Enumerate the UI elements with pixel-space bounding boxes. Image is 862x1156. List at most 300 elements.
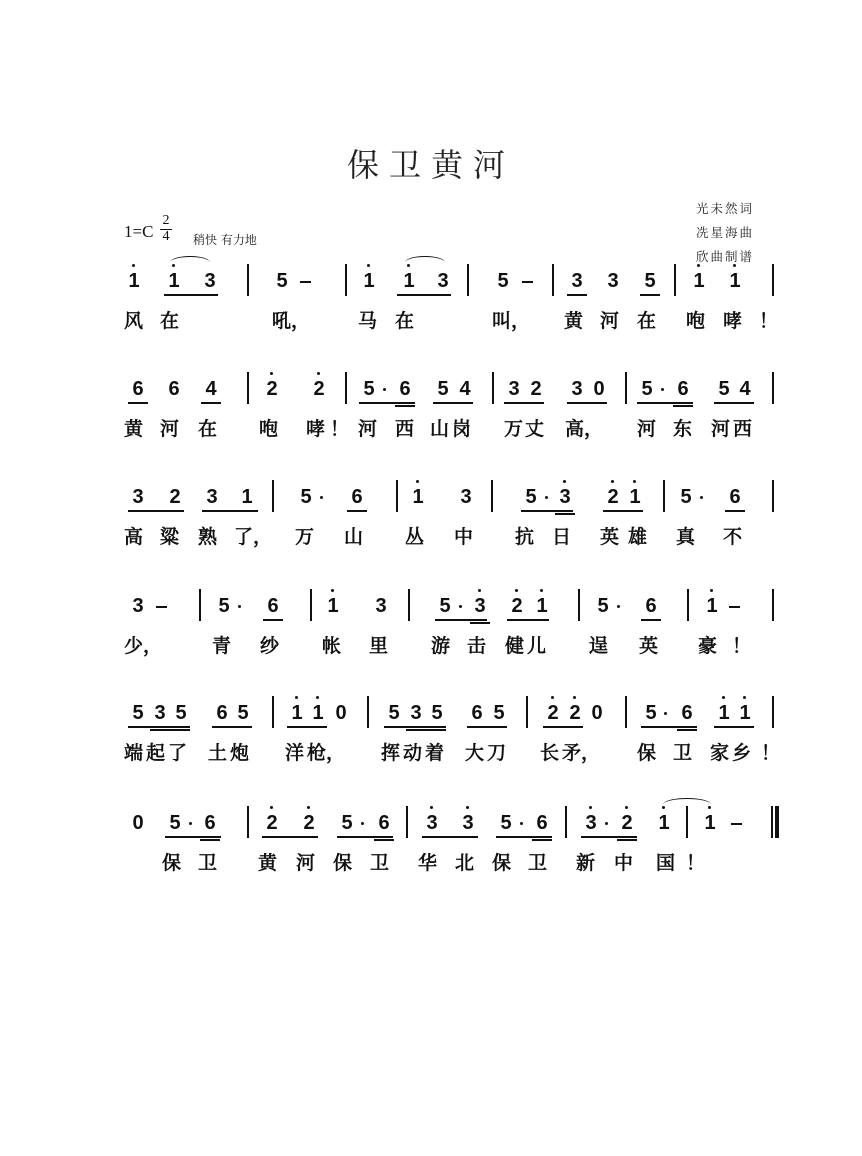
note: 6 (729, 486, 741, 508)
lyric-char: 不 (723, 526, 743, 548)
high-octave-dot (611, 480, 614, 483)
lyric-char: 在 (637, 310, 657, 332)
augmentation-dot (520, 822, 523, 825)
lyric-char: 保 (333, 852, 353, 874)
lyric-char: 枪， (307, 742, 346, 764)
lyric-char: 保 (492, 852, 512, 874)
high-octave-dot (710, 589, 713, 592)
lyric-char: 哮 (306, 418, 326, 440)
note: 5 (132, 702, 144, 724)
lyric-char: 卫 (198, 852, 218, 874)
note: 3 (607, 270, 619, 292)
lyric-char: 西 (733, 418, 753, 440)
note: 0 (593, 378, 605, 400)
lyric-char: 卫 (528, 852, 548, 874)
note: 3 (206, 486, 218, 508)
barline (625, 372, 627, 404)
extension-dash (300, 281, 311, 283)
note: 5 (680, 486, 692, 508)
lyric-char: 咆 (686, 310, 706, 332)
underline-beam (725, 510, 745, 512)
note: 3 (460, 486, 472, 508)
note: 2 (546, 702, 560, 724)
lyric-char: 真 (676, 526, 696, 548)
lyric-char: 中 (454, 526, 474, 548)
lyric-char: 抗 (515, 526, 535, 548)
high-octave-dot (625, 806, 628, 809)
note: 6 (216, 702, 228, 724)
lyric-char: ！ (761, 742, 781, 764)
lyric-char: 高， (565, 418, 604, 440)
barline (272, 480, 274, 512)
note: 5 (718, 378, 730, 400)
high-octave-dot (733, 264, 736, 267)
note: 4 (205, 378, 217, 400)
high-octave-dot (589, 806, 592, 809)
lyric-char: 儿 (527, 635, 547, 657)
lyric-char: 岗 (452, 418, 472, 440)
composer-credit: 冼星海曲 (696, 225, 755, 240)
lyric-char: 丛 (405, 526, 425, 548)
underline-beam (673, 405, 693, 407)
note: 6 (168, 378, 180, 400)
note: 5 (175, 702, 187, 724)
underline-beam (507, 619, 549, 621)
lyric-char: 日 (552, 526, 572, 548)
note: 1 (535, 595, 549, 617)
note: 6 (681, 702, 693, 724)
barline (310, 589, 312, 621)
lyric-char: 黄 (124, 418, 144, 440)
barline (396, 480, 398, 512)
underline-beam (200, 839, 220, 841)
lyric-char: 咆 (259, 418, 279, 440)
lyric-char: 土 (208, 742, 228, 764)
note: 1 (167, 270, 181, 292)
extension-dash (731, 823, 742, 825)
augmentation-dot (617, 605, 620, 608)
underline-beam (617, 839, 637, 841)
underline-beam (677, 729, 697, 731)
underline-beam (641, 619, 661, 621)
lyric-char: 逞 (589, 635, 609, 657)
lyric-char: 风 (124, 310, 144, 332)
underline-beam (384, 726, 446, 728)
lyric-char: 英 (639, 635, 659, 657)
lyric-char: 黄 (258, 852, 278, 874)
barline (578, 589, 580, 621)
slur-arc (170, 256, 210, 269)
lyric-char: 马 (358, 310, 378, 332)
lyric-char: 着 (425, 742, 445, 764)
augmentation-dot (189, 822, 192, 825)
lyric-char: 动 (403, 742, 423, 764)
note: 6 (677, 378, 689, 400)
lyric-char: 哮 (723, 310, 743, 332)
underline-beam (467, 726, 507, 728)
note: 5 (641, 378, 653, 400)
barline (552, 264, 554, 296)
lyric-char: 家 (710, 742, 730, 764)
barline (247, 372, 249, 404)
underline-beam (433, 402, 473, 404)
note: 2 (568, 702, 582, 724)
lyric-char: 刀 (487, 742, 507, 764)
note: 2 (265, 812, 279, 834)
augmentation-dot (605, 822, 608, 825)
underline-beam (128, 402, 148, 404)
extension-dash (156, 606, 167, 608)
underline-beam (150, 729, 190, 731)
lyric-char: 英 (600, 526, 620, 548)
underline-beam (714, 402, 754, 404)
lyric-char: 河 (600, 310, 620, 332)
high-octave-dot (551, 696, 554, 699)
high-octave-dot (316, 696, 319, 699)
note: 0 (335, 702, 347, 724)
barline (247, 264, 249, 296)
lyric-char: 起 (146, 742, 166, 764)
note: 2 (265, 378, 279, 400)
note: 6 (204, 812, 216, 834)
note: 5 (497, 270, 509, 292)
barline (565, 806, 567, 838)
note: 6 (267, 595, 279, 617)
barline (199, 589, 201, 621)
high-octave-dot (633, 480, 636, 483)
underline-beam (422, 836, 478, 838)
note: 5 (276, 270, 288, 292)
high-octave-dot (466, 806, 469, 809)
lyric-char: 万 (504, 418, 524, 440)
lyric-char: ！ (759, 310, 779, 332)
lyric-char: 河 (358, 418, 378, 440)
note: 0 (132, 812, 144, 834)
lyric-char: 河 (296, 852, 316, 874)
note: 4 (739, 378, 751, 400)
barline (345, 372, 347, 404)
underline-beam (641, 726, 697, 728)
barline (663, 480, 665, 512)
lyric-char: 在 (395, 310, 415, 332)
slur-arc (663, 798, 711, 811)
underline-beam (496, 836, 552, 838)
note: 3 (425, 812, 439, 834)
underline-beam (128, 726, 190, 728)
high-octave-dot (270, 806, 273, 809)
lyric-char: 豪 (698, 635, 718, 657)
lyric-char: 山 (344, 526, 364, 548)
high-octave-dot (430, 806, 433, 809)
high-octave-dot (478, 589, 481, 592)
note: 3 (410, 702, 422, 724)
staff-row (0, 812, 862, 892)
high-octave-dot (295, 696, 298, 699)
note: 5 (644, 270, 656, 292)
lyric-char: 国 (656, 852, 676, 874)
high-octave-dot (270, 372, 273, 375)
transcriber-credit: 欣曲制谱 (696, 249, 755, 264)
barline (367, 696, 369, 728)
note: 6 (378, 812, 390, 834)
staff-row (0, 270, 862, 350)
note: 1 (241, 486, 253, 508)
underline-beam (714, 726, 754, 728)
note: 1 (402, 270, 416, 292)
extension-dash (522, 281, 533, 283)
lyric-char: 中 (614, 852, 634, 874)
barline (772, 480, 774, 512)
note: 5 (431, 702, 443, 724)
lyric-char: 游 (431, 635, 451, 657)
underline-beam (359, 402, 415, 404)
underline-beam (164, 294, 218, 296)
underline-beam (567, 402, 607, 404)
high-octave-dot (515, 589, 518, 592)
note: 5 (218, 595, 230, 617)
note: 3 (375, 595, 387, 617)
underline-beam (543, 726, 583, 728)
note: 3 (437, 270, 449, 292)
song-title: 保卫黄河 (346, 146, 515, 184)
lyric-char: 少， (124, 635, 163, 657)
lyric-char: 了， (234, 526, 273, 548)
note: 1 (290, 702, 304, 724)
lyric-char: ！ (330, 418, 350, 440)
note: 3 (508, 378, 520, 400)
note: 6 (351, 486, 363, 508)
high-octave-dot (573, 696, 576, 699)
underline-beam (435, 619, 487, 621)
note: 2 (302, 812, 316, 834)
lyric-char: 青 (212, 635, 232, 657)
note: 2 (169, 486, 181, 508)
augmentation-dot (661, 388, 664, 391)
note: 3 (584, 812, 598, 834)
underline-beam (532, 839, 552, 841)
lyric-char: 新 (576, 852, 596, 874)
augmentation-dot (459, 605, 462, 608)
note: 5 (363, 378, 375, 400)
augmentation-dot (545, 496, 548, 499)
underline-beam (212, 726, 252, 728)
note: 1 (692, 270, 706, 292)
note: 5 (525, 486, 537, 508)
lyric-char: 万 (295, 526, 315, 548)
lyric-char: 端 (124, 742, 144, 764)
note: 4 (459, 378, 471, 400)
note: 1 (362, 270, 376, 292)
high-octave-dot (317, 372, 320, 375)
lyric-char: 山 (430, 418, 450, 440)
underline-beam (263, 619, 283, 621)
high-octave-dot (563, 480, 566, 483)
note: 3 (154, 702, 166, 724)
note: 5 (388, 702, 400, 724)
lyric-char: 北 (455, 852, 475, 874)
note: 6 (645, 595, 657, 617)
high-octave-dot (540, 589, 543, 592)
note: 1 (738, 702, 752, 724)
augmentation-dot (361, 822, 364, 825)
note: 1 (717, 702, 731, 724)
lyric-char: 大 (465, 742, 485, 764)
underline-beam (567, 294, 587, 296)
note: 6 (536, 812, 548, 834)
barline (526, 696, 528, 728)
barline (247, 806, 249, 838)
note: 5 (645, 702, 657, 724)
lyric-char: 炮 (230, 742, 250, 764)
staff-row (0, 702, 862, 782)
lyric-char: 洋 (285, 742, 305, 764)
lyric-char: 里 (369, 635, 389, 657)
underline-beam (406, 729, 446, 731)
underline-beam (581, 836, 637, 838)
augmentation-dot (238, 605, 241, 608)
note: 2 (606, 486, 620, 508)
high-octave-dot (132, 264, 135, 267)
lyric-char: 叫， (492, 310, 531, 332)
underline-beam (202, 510, 258, 512)
lyric-char: 了 (168, 742, 188, 764)
barline (772, 264, 774, 296)
underline-beam (640, 294, 660, 296)
staff-row (0, 378, 862, 458)
note: 1 (127, 270, 141, 292)
lyric-char: 挥 (381, 742, 401, 764)
note: 5 (439, 595, 451, 617)
underline-beam (262, 836, 318, 838)
note: 5 (597, 595, 609, 617)
lyric-char: 粱 (160, 526, 180, 548)
lyric-char: 乡 (732, 742, 752, 764)
lyric-char: 东 (673, 418, 693, 440)
barline (772, 589, 774, 621)
note: 5 (300, 486, 312, 508)
lyric-char: 保 (637, 742, 657, 764)
barline (625, 696, 627, 728)
augmentation-dot (320, 496, 323, 499)
note: 5 (169, 812, 181, 834)
lyric-char: 矛， (562, 742, 601, 764)
lyric-char: 在 (160, 310, 180, 332)
lyric-char: 吼， (272, 310, 311, 332)
note: 3 (204, 270, 216, 292)
time-top: 2 (162, 213, 170, 228)
note: 5 (493, 702, 505, 724)
note: 0 (591, 702, 603, 724)
lyric-char: 华 (418, 852, 438, 874)
key-signature (124, 213, 170, 244)
lyric-char: 在 (198, 418, 218, 440)
underline-beam (165, 836, 221, 838)
note: 2 (620, 812, 634, 834)
key-label: 1=C (124, 222, 154, 241)
note: 1 (705, 595, 719, 617)
high-octave-dot (416, 480, 419, 483)
underline-beam (504, 402, 544, 404)
lyricist-credit: 光未然词 (696, 201, 755, 216)
underline-beam (287, 726, 327, 728)
underline-beam (521, 510, 573, 512)
barline (491, 480, 493, 512)
lyric-char: 河 (637, 418, 657, 440)
barline (408, 589, 410, 621)
note: 1 (728, 270, 742, 292)
high-octave-dot (697, 264, 700, 267)
note: 1 (628, 486, 642, 508)
note: 3 (571, 378, 583, 400)
high-octave-dot (331, 589, 334, 592)
note: 1 (411, 486, 425, 508)
underline-beam (374, 839, 394, 841)
lyric-char: 高 (124, 526, 144, 548)
note: 2 (510, 595, 524, 617)
note: 5 (500, 812, 512, 834)
note: 5 (437, 378, 449, 400)
underline-beam (637, 402, 693, 404)
lyric-char: 雄 (628, 526, 648, 548)
underline-beam (347, 510, 367, 512)
lyric-char: 河 (160, 418, 180, 440)
lyric-char: 保 (162, 852, 182, 874)
barline (772, 696, 774, 728)
augmentation-dot (664, 712, 667, 715)
lyric-char: 黄 (564, 310, 584, 332)
lyric-char: 河 (711, 418, 731, 440)
lyric-char: ！ (686, 852, 706, 874)
note: 6 (471, 702, 483, 724)
augmentation-dot (700, 496, 703, 499)
note: 3 (132, 486, 144, 508)
credits (696, 197, 754, 269)
note: 3 (558, 486, 572, 508)
barline (674, 264, 676, 296)
note: 3 (571, 270, 583, 292)
note: 3 (473, 595, 487, 617)
underline-beam (337, 836, 393, 838)
lyric-char: 纱 (260, 635, 280, 657)
lyric-char: 帐 (322, 635, 342, 657)
high-octave-dot (367, 264, 370, 267)
underline-beam (397, 294, 451, 296)
barline (687, 589, 689, 621)
high-octave-dot (743, 696, 746, 699)
barline (467, 264, 469, 296)
lyric-char: 熟 (198, 526, 218, 548)
note: 3 (461, 812, 475, 834)
note: 1 (311, 702, 325, 724)
underline-beam (603, 510, 643, 512)
lyric-char: 卫 (673, 742, 693, 764)
high-octave-dot (722, 696, 725, 699)
barline (272, 696, 274, 728)
staff-row (0, 486, 862, 566)
staff-row (0, 595, 862, 675)
barline (406, 806, 408, 838)
lyric-char: ！ (732, 635, 752, 657)
time-bottom: 4 (162, 229, 170, 244)
note: 2 (530, 378, 542, 400)
underline-beam (128, 510, 184, 512)
note: 5 (237, 702, 249, 724)
barline (772, 372, 774, 404)
time-signature (160, 214, 172, 244)
note: 1 (703, 812, 717, 834)
note: 6 (399, 378, 411, 400)
underline-beam (201, 402, 221, 404)
